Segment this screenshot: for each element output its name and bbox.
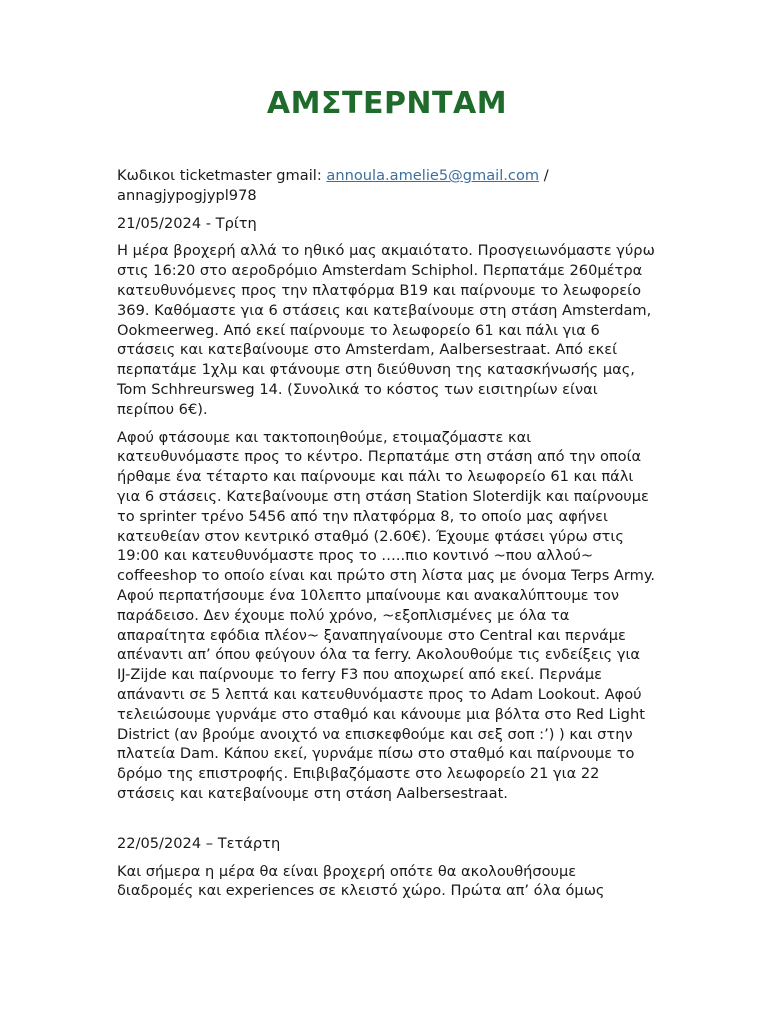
day2-date: 22/05/2024 – Τετάρτη [117, 834, 281, 852]
credentials-password: annagjypogjypl978 [117, 186, 257, 204]
day1-date: 21/05/2024 - Τρίτη [117, 214, 257, 232]
day1-paragraph-1: Η μέρα βροχερή αλλά το ηθικό μας ακμαιότατο. Προσγειωνόμαστε γύρω στις 16:20 στο αεροδρόμιο Amsterdam Schiphol. Περπατάμε 260μέτρα κατευθυνόμενες προς την πλατφόρμα B19 και παίρνουμε το λεωφορείο 369. Καθόμαστε για 6 στάσεις και κατεβαίνουμε στη στάση Amsterdam, Ookmeerweg. Από εκεί παίρνουμε το λεωφορείο 61 και πάλι για 6 στάσεις και κατεβαίνουμε στο Amsterdam, Aalbersestraat. Από εκεί περπατάμε 1χλμ και φτάνουμε στη διεύθυνση της κατασκήνωσής μας, Tom Schhreursweg 14. (Συνολικά το κόστος των εισιτηρίων είναι περίπου 6€). [117, 242, 655, 418]
email-link[interactable]: annoula.amelie5@gmail.com [326, 167, 540, 184]
credentials-separator: / [539, 167, 549, 184]
document-body [117, 166, 657, 909]
page-title: ΑΜΣΤΕΡΝΤΑΜ [266, 86, 508, 121]
section-spacer [117, 812, 657, 834]
day1-paragraph-2: Αφού φτάσουμε και τακτοποιηθούμε, ετοιμαζόμαστε και κατευθυνόμαστε προς το κέντρο. Περπατάμε στη στάση από την οποία ήρθαμε ένα τέταρτο και παίρνουμε και πάλι το λεωφορείο 61 και πάλι για 6 στάσεις. Κατεβαίνουμε στη στάση Station Sloterdijk και παίρνουμε το sprinter τρένο 5456 από την πλατφόρμα 8, το οποίο μας αφήνει κατευθείαν στον κεντρικό σταθμό (2.60€). Έχουμε φτάσει γύρω στις 19:00 και κατευθυνόμαστε προς το …..πιο κοντινό ~που αλλού~ coffeeshop το οποίο είναι και πρώτο στη λίστα μας με όνομα Terps Army. Αφού περπατήσουμε ένα 10λεπτο μπαίνουμε και ανακαλύπτουμε τον παράδεισο. Δεν έχουμε πολύ χρόνο, ~εξοπλισμένες με όλα τα απαραίτητα εφόδια πλέον~ ξαναπηγαίνουμε στο Central και περνάμε απέναντι απ’ όπου φεύγουν όλα τα ferry. Ακολουθούμε τις ενδείξεις για IJ-Zijde και παίρνουμε το ferry F3 που αποχωρεί από εκεί. Περνάμε απάναντι σε 5 λεπτά και κατευθυνόμαστε προς το Adam Lookout. Αφού τελειώσουμε γυρνάμε στο σταθμό και κάνουμε μια βόλτα στο Red Light District (αν βρούμε ανοιχτό να επισκεφθούμε και σεξ σοπ :’) ) και στην πλατεία Dam. Κάπου εκεί, γυρνάμε πίσω στο σταθμό και παίρνουμε το δρόμο της επιστροφής. Επιβιβαζόμαστε στο λεωφορείο 21 για 22 στάσεις και κατεβαίνουμε στη στάση Aalbersestraat. [117, 428, 656, 802]
credentials-prefix: Κωδικοι ticketmaster gmail: [117, 167, 327, 184]
credentials-line [117, 166, 657, 206]
day2-paragraph-1: Και σήμερα η μέρα θα είναι βροχερή οπότε θα ακολουθήσουμε διαδρομές και experiences σε κλειστό χώρο. Πρώτα απ’ όλα όμως [117, 862, 605, 900]
